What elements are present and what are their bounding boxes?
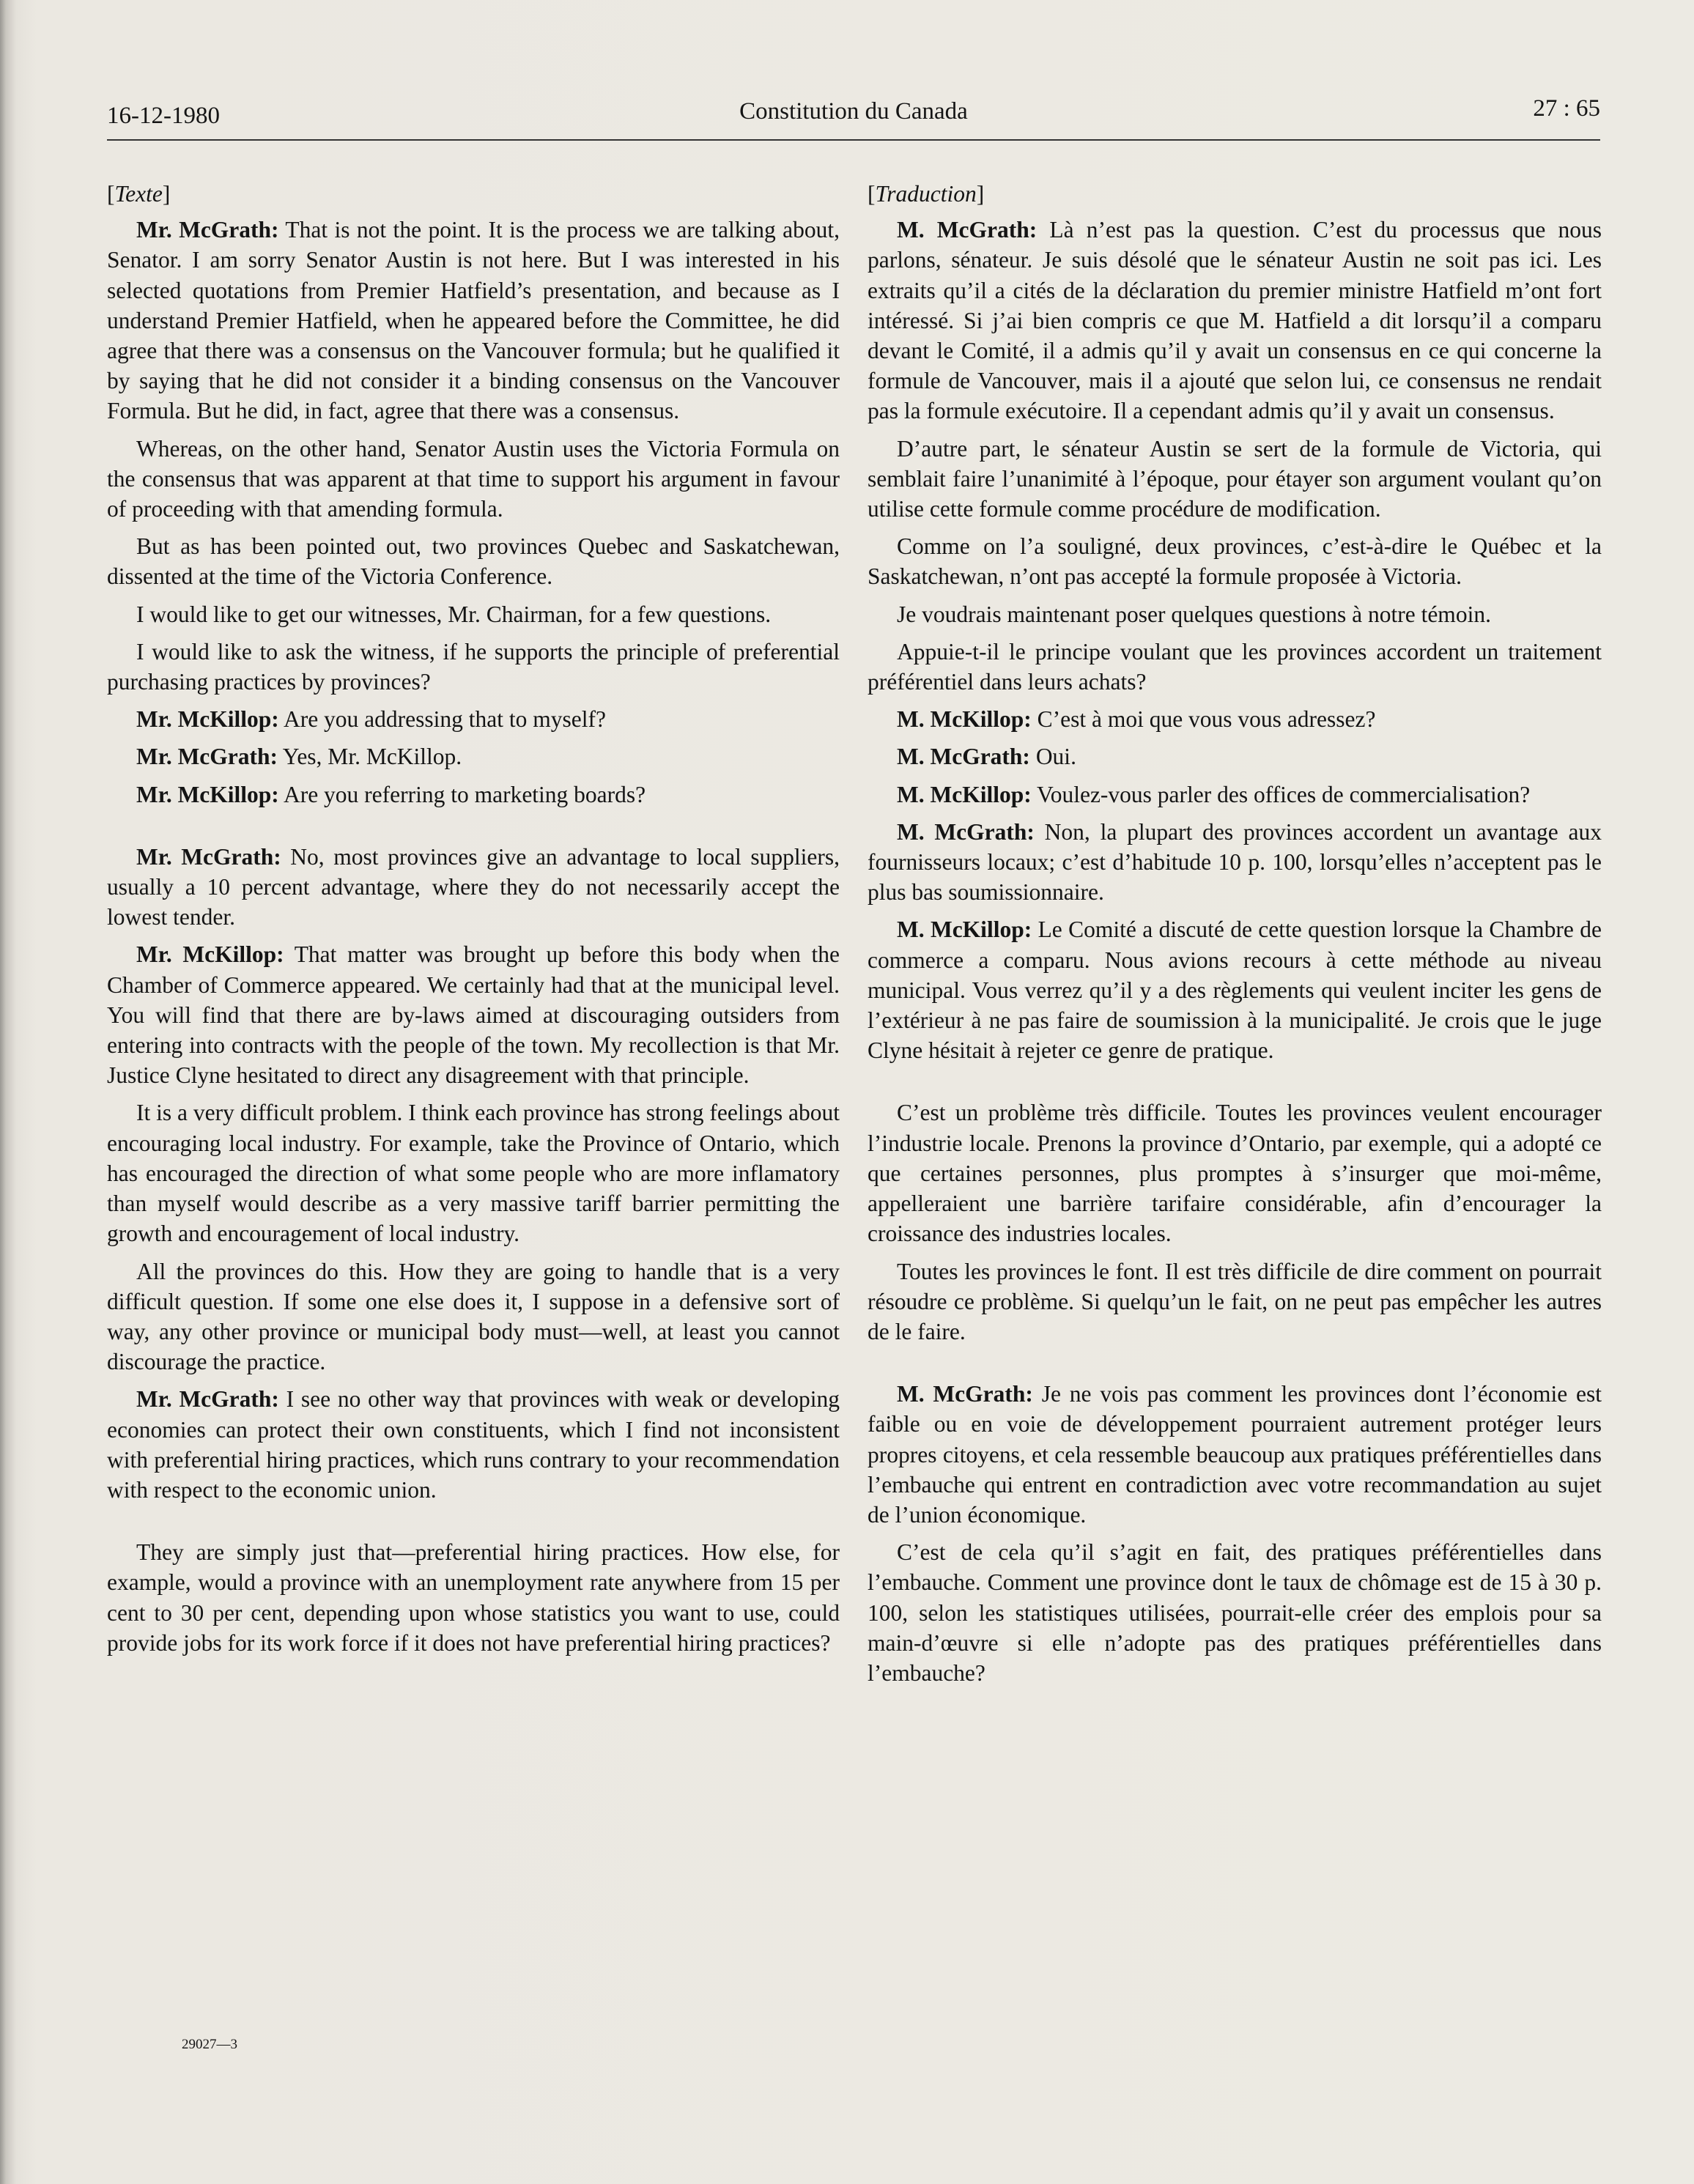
paragraph-text: Are you addressing that to myself? <box>278 706 606 733</box>
paragraph-text: Whereas, on the other hand, Senator Austin uses the Victoria Formula on the consensus that was apparent at that time to support his argument in favour of proceeding with that amending formula. <box>107 435 840 522</box>
english-paragraphs <box>107 215 840 1658</box>
paragraph <box>107 1256 840 1377</box>
french-column <box>868 179 1602 1695</box>
paragraph <box>107 599 840 629</box>
speaker-name: Mr. McKillop: <box>136 941 284 968</box>
paragraph <box>107 1097 840 1248</box>
paragraph <box>107 704 840 734</box>
paragraph-text: It is a very difficult problem. I think each province has strong feelings about encouraging local industry. For example, take the Province of Ontario, which has encouraged the direction of what some people who are more inflamatory than myself would describe as a very massive tariff barrier permitting the growth and encouragement of local industry. <box>107 1100 840 1247</box>
speaker-name: M. McGrath: <box>897 217 1038 243</box>
paragraph <box>868 215 1602 426</box>
header-title: Constitution du Canada <box>739 98 968 125</box>
paragraph-text: Oui. <box>1029 744 1076 770</box>
paragraph-text: That matter was brought up before this body when the Chamber of Commerce appeared. We certainly had that at the municipal level. You will find that there are by-laws aimed at discouraging outsiders from entering into contracts with the people of the town. My recollection is that Mr. Justice Clyne hesitated to direct any disagreement with that principle. <box>107 941 840 1089</box>
paragraph <box>868 780 1602 810</box>
speaker-name: M. McGrath: <box>897 1381 1033 1407</box>
paragraph-text: Voulez-vous parler des offices de commercialisation? <box>1031 781 1531 807</box>
paragraph <box>868 1537 1602 1688</box>
paragraph-text: I would like to ask the witness, if he supports the principle of preferential purchasing practices by provinces? <box>107 638 840 695</box>
paragraph-text: C’est de cela qu’il s’agit en fait, des pratiques préférentielles dans l’embauche. Comment une province dont le taux de chômage est de 15 à 30 p. 100, selon les statistiques utilisées, pourrait-elle créer des emplois pour sa main-d’œuvre si elle n’adopte pas des pratiques préférentielles dans l’embauche? <box>868 1539 1602 1686</box>
paragraph-text: Toutes les provinces le font. Il est très difficile de dire comment on pourrait résoudre ce problème. Si quelqu’un le fait, on ne peut pas empêcher les autres de le faire. <box>868 1258 1602 1344</box>
paragraph <box>868 741 1602 771</box>
paragraph <box>107 780 840 810</box>
paragraph-text: D’autre part, le sénateur Austin se sert de la formule de Victoria, qui semblait faire l’unanimité à l’époque, pour étayer son argument voulant qu’on utilise cette formule comme procédure de modification. <box>868 435 1602 522</box>
paragraph-text: Comme on l’a souligné, deux provinces, c’est-à-dire le Québec et la Saskatchewan, n’ont pas accepté la formule proposée à Victoria. <box>868 533 1602 590</box>
paragraph <box>868 637 1602 697</box>
column-label-traduction: [Traduction] <box>868 181 985 207</box>
paragraph <box>868 1256 1602 1347</box>
paragraph-text: I would like to get our witnesses, Mr. Chairman, for a few questions. <box>136 601 772 627</box>
paragraph-text: C’est à moi que vous vous adressez? <box>1031 706 1376 733</box>
paragraph-text: All the provinces do this. How they are going to handle that is a very difficult question. If some one else does it, I suppose in a defensive sort of way, any other province or municipal body must—well, at least you cannot discourage the practice. <box>107 1258 840 1375</box>
speaker-name: Mr. McGrath: <box>136 217 279 243</box>
column-label-texte: [Texte] <box>107 181 171 207</box>
speaker-name: Mr. McGrath: <box>136 1386 279 1413</box>
paragraph <box>107 939 840 1090</box>
paragraph <box>868 914 1602 1065</box>
header-date: 16-12-1980 <box>107 103 220 129</box>
paragraph-text: Je voudrais maintenant poser quelques questions à notre témoin. <box>897 601 1491 627</box>
french-paragraphs <box>868 215 1602 1688</box>
paragraph <box>868 817 1602 908</box>
paragraph <box>868 704 1602 734</box>
paragraph-text: Are you referring to marketing boards? <box>278 781 646 807</box>
paragraph <box>107 637 840 697</box>
paragraph-text: Appuie-t-il le principe voulant que les provinces accordent un traitement préférentiel dans leurs achats? <box>868 638 1602 695</box>
paragraph-text: Non, la plupart des provinces accordent un avantage aux fournisseurs locaux; c’est d’habitude 10 p. 100, lorsqu’elles n’acceptent pas le plus bas soumissionnaire. <box>868 818 1602 906</box>
speaker-name: Mr. McGrath: <box>136 843 281 870</box>
paragraph <box>107 434 840 525</box>
speaker-name: Mr. McGrath: <box>136 744 278 770</box>
paragraph-text: That is not the point. It is the process we are talking about, Senator. I am sorry Senator Austin is not here. But I was interested in his selected quotations from Premier Hatfield’s presentation, and because as I understand Premier Hatfield, when he appeared before the Committee, he did agree that there was a consensus on the Vancouver formula; but he qualified it by saying that he did not consider it a binding consensus on the Vancouver Formula. But he did, in fact, agree that there was a consensus. <box>107 217 840 424</box>
paragraph-text: But as has been pointed out, two provinces Quebec and Saskatchewan, dissented at the time of the Victoria Conference. <box>107 533 840 590</box>
paragraph <box>107 842 840 933</box>
page-header <box>107 95 1600 141</box>
speaker-name: M. McKillop: <box>897 917 1032 943</box>
header-page-number: 27 : 65 <box>1533 95 1600 122</box>
paragraph <box>868 1097 1602 1248</box>
paragraph-text: I see no other way that provinces with weak or developing economies can protect their own constituents, which I find not inconsistent with preferential hiring practices, which runs contrary to your recommendation with respect to the economic union. <box>107 1386 840 1503</box>
paragraph-text: C’est un problème très difficile. Toutes les provinces veulent encourager l’industrie locale. Prenons la province d’Ontario, par exemple, qui a adopté ce que certaines personnes, plus promptes à s’insurger que moi-même, appelleraient une barrière tarifaire considérable, afin d’encourager la croissance des industries locales. <box>868 1100 1602 1247</box>
paragraph-text: Le Comité a discuté de cette question lorsque la Chambre de commerce a comparu. Nous avions recours à cette méthode au niveau municipal. Vous verrez qu’il y a des règlements qui veulent inciter les gens de l’extérieur à ne pas faire de soumission à la municipalité. Je crois que le juge Clyne hésitait à rejeter ce genre de pratique. <box>868 917 1602 1064</box>
speaker-name: M. McGrath: <box>897 744 1030 770</box>
paragraph <box>868 1379 1602 1530</box>
speaker-name: M. McKillop: <box>897 781 1032 807</box>
paragraph <box>868 434 1602 525</box>
paragraph-text: No, most provinces give an advantage to local suppliers, usually a 10 percent advantage, where they do not necessarily accept the lowest tender. <box>107 843 840 930</box>
english-column <box>107 179 840 1665</box>
paragraph <box>868 599 1602 629</box>
paragraph-text: Là n’est pas la question. C’est du processus que nous parlons, sénateur. Je suis désolé que le sénateur Austin ne soit pas ici. Les extraits qu’il a cités de la déclaration du premier ministre Hatfield m’ont fort intéressé. Si j’ai bien compris ce que M. Hatfield a dit lorsqu’il a comparu devant le Comité, il a admis qu’il y avait un consensus en ce qui concerne la formule de Vancouver, mais il a ajouté que selon lui, ce consensus ne rendait pas la formule exécutoire. Il a cependant admis qu’il y avait un consensus. <box>868 217 1602 424</box>
paragraph <box>868 531 1602 591</box>
paragraph <box>107 741 840 771</box>
paragraph <box>107 531 840 591</box>
paragraph <box>107 1384 840 1505</box>
paragraph <box>107 1537 840 1658</box>
speaker-name: M. McGrath: <box>897 818 1035 845</box>
paragraph-text: They are simply just that—preferential hiring practices. How else, for example, would a province with an unemployment rate anywhere from 15 per cent to 30 per cent, depending upon whose statistics you want to use, could provide jobs for its work force if it does not have preferential hiring practices? <box>107 1539 840 1656</box>
paragraph-text: Je ne vois pas comment les provinces dont l’économie est faible ou en voie de développement pourraient autrement protéger leurs propres citoyens, et cela ressemble beaucoup aux pratiques préférentielles dans l’embauche qui entrent en contradiction avec votre recommandation au sujet de l’union économique. <box>868 1381 1602 1528</box>
footer-code: 29027—3 <box>182 2037 237 2052</box>
paragraph <box>107 215 840 426</box>
speaker-name: Mr. McKillop: <box>136 706 279 733</box>
paragraph-text: Yes, Mr. McKillop. <box>278 744 462 770</box>
speaker-name: M. McKillop: <box>897 706 1032 733</box>
speaker-name: Mr. McKillop: <box>136 781 279 807</box>
